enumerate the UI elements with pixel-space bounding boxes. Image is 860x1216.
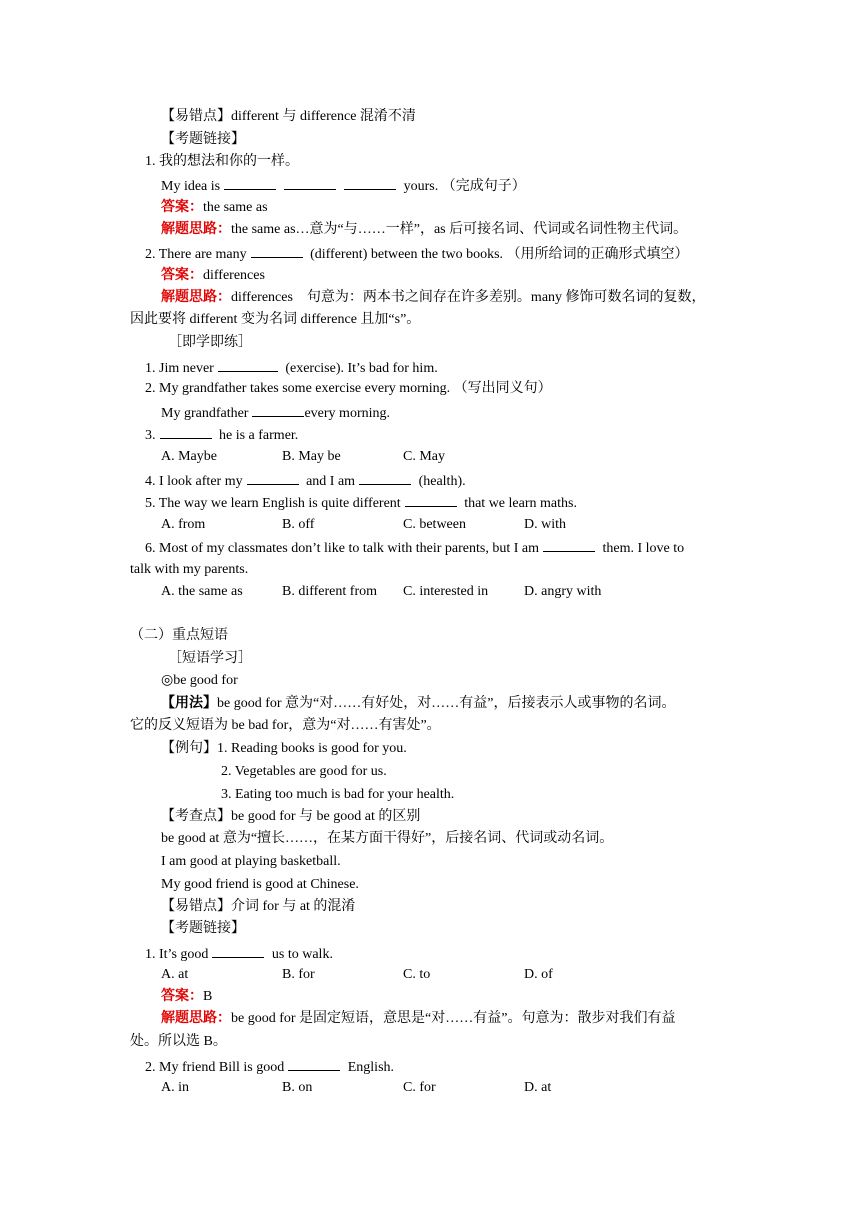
usage: 【用法】be good for 意为“对……有好处，对……有益”，后接表示人或事物的名词。 — [161, 696, 676, 711]
test-point: 【考查点】be good for 与 be good at 的区别 — [161, 809, 421, 824]
option[interactable]: A. Maybe — [161, 449, 217, 464]
option[interactable]: D. of — [524, 967, 553, 982]
answer-blank[interactable] — [344, 176, 396, 190]
answer-blank[interactable] — [224, 176, 276, 190]
practice-heading: ［即学即练］ — [168, 335, 252, 350]
usage-cont: 它的反义短语为 be bad for，意为“对……有害处”。 — [130, 718, 441, 733]
answer-blank[interactable] — [284, 176, 336, 190]
option[interactable]: D. at — [524, 1080, 552, 1095]
option[interactable]: C. interested in — [403, 584, 489, 599]
exam-explanation-1: 解题思路：be good for 是固定短语，意思是“对……有益”。句意为：散步对我们有益 — [161, 1011, 676, 1026]
error-point-heading: 【易错点】different 与 difference 混淆不清 — [161, 109, 416, 124]
option[interactable]: A. in — [161, 1080, 189, 1095]
option[interactable]: A. at — [161, 967, 189, 982]
practice-5: 5. The way we learn English is quite different that we learn maths. — [145, 493, 577, 513]
exam-link-heading: 【考题链接】 — [161, 132, 245, 147]
option[interactable]: B. off — [282, 517, 315, 532]
option[interactable]: B. May be — [282, 449, 341, 464]
answer-1: 答案：the same as — [161, 200, 268, 215]
explanation-1: 解题思路：the same as…意为“与……一样”，as 后可接名词、代词或名词性物主代词。 — [161, 222, 688, 237]
option[interactable]: B. different from — [282, 584, 377, 599]
practice-1: 1. Jim never (exercise). It’s bad for him. — [145, 358, 438, 378]
option[interactable]: C. between — [403, 517, 466, 532]
explanation-2: 解题思路：differences 句意为：两本书之间存在许多差别。many 修饰可数名词的复数， — [161, 290, 706, 305]
example-1: 【例句】1. Reading books is good for you. — [161, 741, 407, 756]
practice-2-line: My grandfather every morning. — [161, 403, 390, 423]
practice-6-cont: talk with my parents. — [130, 562, 249, 577]
test-point-3: My good friend is good at Chinese. — [161, 877, 359, 892]
option[interactable]: C. May — [403, 449, 445, 464]
explanation-2-cont: 因此要将 different 变为名词 difference 且加“s”。 — [130, 312, 421, 327]
answer-blank[interactable] — [251, 244, 303, 258]
error-point: 【易错点】介词 for 与 at 的混淆 — [161, 899, 356, 914]
practice-6: 6. Most of my classmates don’t like to talk with their parents, but I am them. I love to — [145, 538, 684, 558]
question-2: 2. There are many (different) between the two books. （用所给词的正确形式填空） — [145, 244, 689, 264]
answer-blank[interactable] — [405, 493, 457, 507]
exam-answer-1: 答案：B — [161, 989, 213, 1004]
exam-link-heading-2: 【考题链接】 — [161, 921, 245, 936]
answer-blank[interactable] — [252, 403, 304, 417]
exam-question-1: 1. It’s good us to walk. — [145, 944, 333, 964]
answer-blank[interactable] — [218, 358, 278, 372]
key-phrase: ◎be good for — [161, 673, 238, 688]
answer-blank[interactable] — [247, 471, 299, 485]
exam-explanation-1-cont: 处。所以选 B。 — [130, 1034, 227, 1049]
test-point-2: I am good at playing basketball. — [161, 854, 341, 869]
question-1: 1. 我的想法和你的一样。 — [145, 154, 299, 169]
phrase-study-heading: ［短语学习］ — [168, 651, 252, 666]
section-title: （二）重点短语 — [130, 628, 228, 643]
option[interactable]: C. for — [403, 1080, 436, 1095]
option[interactable]: D. with — [524, 517, 566, 532]
example-3: 3. Eating too much is bad for your health. — [221, 787, 455, 802]
option[interactable]: B. on — [282, 1080, 313, 1095]
question-1-sentence: My idea is yours. （完成句子） — [161, 176, 526, 196]
answer-blank[interactable] — [359, 471, 411, 485]
answer-blank[interactable] — [212, 944, 264, 958]
option[interactable]: D. angry with — [524, 584, 602, 599]
exam-question-2: 2. My friend Bill is good English. — [145, 1057, 394, 1077]
example-2: 2. Vegetables are good for us. — [221, 764, 387, 779]
test-point-1: be good at 意为“擅长……，在某方面干得好”，后接名词、代词或动名词。 — [161, 831, 614, 846]
option[interactable]: A. from — [161, 517, 206, 532]
answer-2: 答案：differences — [161, 268, 265, 283]
answer-blank[interactable] — [288, 1057, 340, 1071]
option[interactable]: A. the same as — [161, 584, 243, 599]
option[interactable]: B. for — [282, 967, 315, 982]
option[interactable]: C. to — [403, 967, 431, 982]
practice-3: 3. he is a farmer. — [145, 425, 298, 445]
answer-blank[interactable] — [543, 538, 595, 552]
practice-4: 4. I look after my and I am (health). — [145, 471, 466, 491]
answer-blank[interactable] — [160, 425, 212, 439]
practice-2: 2. My grandfather takes some exercise every morning. （写出同义句） — [145, 381, 552, 396]
